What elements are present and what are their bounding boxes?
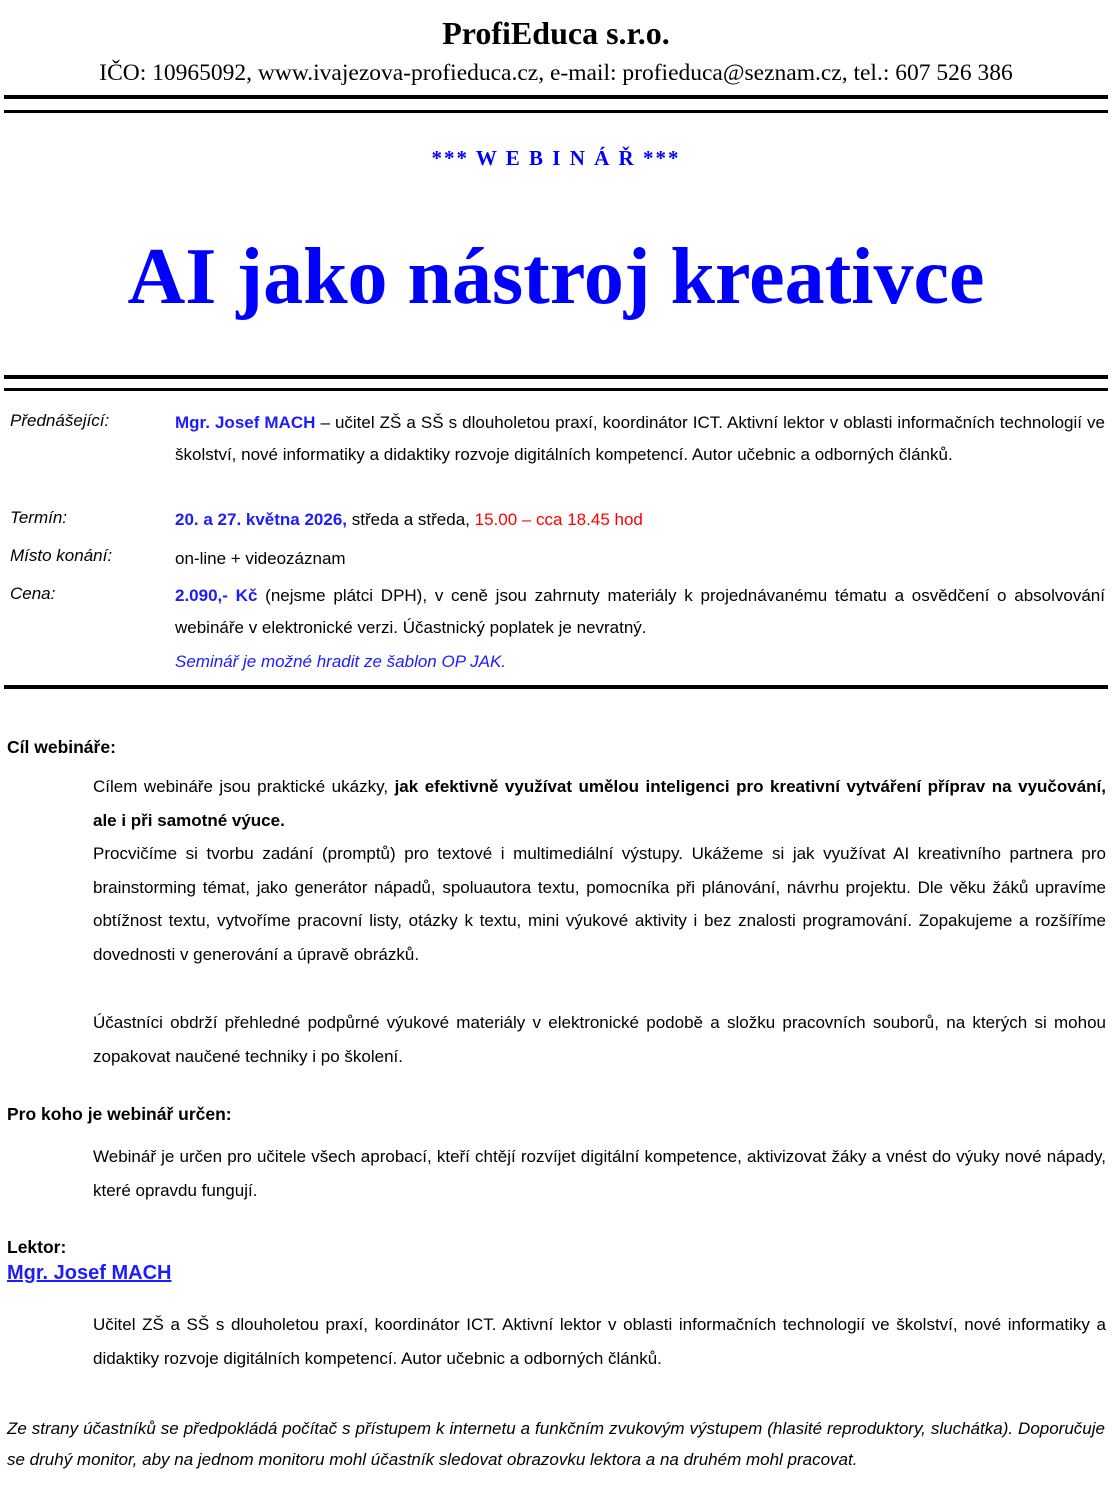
divider-double-top: [4, 95, 1108, 113]
lecturer-description: – učitel ZŠ a SŠ s dlouholetou praxí, koordinátor ICT. Aktivní lektor v oblasti informačních technologií ve školství, nové informatiky a didaktiky rozvoje digitálních kompetencí. Autor učebnic a odborných článků.: [175, 413, 1105, 464]
date-days: středa a středa,: [347, 510, 475, 529]
goal-p1-bold: jak efektivně využívat umělou inteligenci pro kreativní vytváření příprav na vyučování, ale i při samotné výuce.: [93, 777, 1107, 830]
venue-value: on-line + videozáznam: [175, 549, 346, 568]
price-value: [175, 580, 1105, 644]
price-note: Seminář je možné hradit ze šablon OP JAK.: [175, 652, 507, 671]
audience-paragraph: Webinář je určen pro učitele všech aprobací, kteří chtějí rozvíjet digitální kompetence, aktivizovat žáky a vnést do výuky nové nápady, které opravdu fungují.: [93, 1147, 1106, 1200]
webinar-type-label: *** W E B I N Á Ř ***: [431, 146, 681, 170]
lecturer-name: Mgr. Josef MACH: [175, 413, 316, 432]
divider-single: [4, 685, 1108, 689]
lecturer-bio: Učitel ZŠ a SŠ s dlouholetou praxí, koordinátor ICT. Aktivní lektor v oblasti informačních technologií ve školství, nové informatiky a didaktiky rozvoje digitálních kompetencí. Autor učebnic a odborných článků.: [93, 1315, 1106, 1368]
date-value: [175, 504, 1105, 536]
goal-heading: Cíl webináře:: [7, 737, 116, 757]
company-info-line: IČO: 10965092, www.ivajezova-profieduca.cz, e-mail: profieduca@seznam.cz, tel.: 607 526 386: [99, 60, 1013, 86]
goal-paragraph-1: [93, 770, 1106, 837]
audience-heading: Pro koho je webinář určen:: [7, 1104, 232, 1124]
price-description: (nejsme plátci DPH), v ceně jsou zahrnuty materiály k projednávanému tématu a osvědčení o absolvování webináře v elektronické verzi. Účastnický poplatek je nevratný.: [175, 586, 1105, 637]
date-label: Termín:: [10, 508, 68, 527]
venue-label: Místo konání:: [10, 546, 113, 565]
price-amount: 2.090,- Kč: [175, 586, 258, 605]
lecturer-section-heading: Lektor:: [7, 1237, 67, 1257]
company-name: ProfiEduca s.r.o.: [442, 15, 670, 51]
lecturer-label: Přednášející:: [10, 411, 110, 430]
goal-paragraph-2: Procvičíme si tvorbu zadání (promptů) pro textové i multimediální výstupy. Ukážeme si jak využívat AI kreativního partnera pro brainstorming témat, jako generátor nápadů, spoluautora textu, pomocníka při plánování, návrhu projektu. Dle věku žáků upravíme obtížnost textu, vytvoříme pracovní listy, otázky k textu, mini výukové aktivity i bez znalosti programování. Zopakujeme a rozšíříme dovednosti v generování a úpravě obrázků.: [93, 844, 1106, 964]
goal-paragraph-3: Účastníci obdrží přehledné podpůrné výukové materiály v elektronické podobě a složku pracovních souborů, na kterých si mohou zopakovat naučené techniky i po školení.: [93, 1013, 1106, 1066]
lecturer-link[interactable]: Mgr. Josef MACH: [7, 1262, 172, 1284]
price-label: Cena:: [10, 584, 56, 603]
divider-double-under-title: [4, 375, 1108, 391]
date-time: 15.00 – cca 18.45 hod: [474, 510, 643, 529]
date-highlight: 20. a 27. května 2026,: [175, 510, 348, 529]
goal-p1-normal: Cílem webináře jsou praktické ukázky,: [93, 777, 395, 796]
footer-note: Ze strany účastníků se předpokládá počítač s přístupem k internetu a funkčním zvukovým výstupem (hlasité reproduktory, sluchátka). Doporučuje se druhý monitor, aby na jednom monitoru mohl účastník sledovat obrazovku lektora a na druhém mohl pracovat.: [7, 1419, 1105, 1469]
page-title: AI jako nástroj kreativce: [127, 233, 985, 321]
lecturer-value: [175, 407, 1105, 471]
